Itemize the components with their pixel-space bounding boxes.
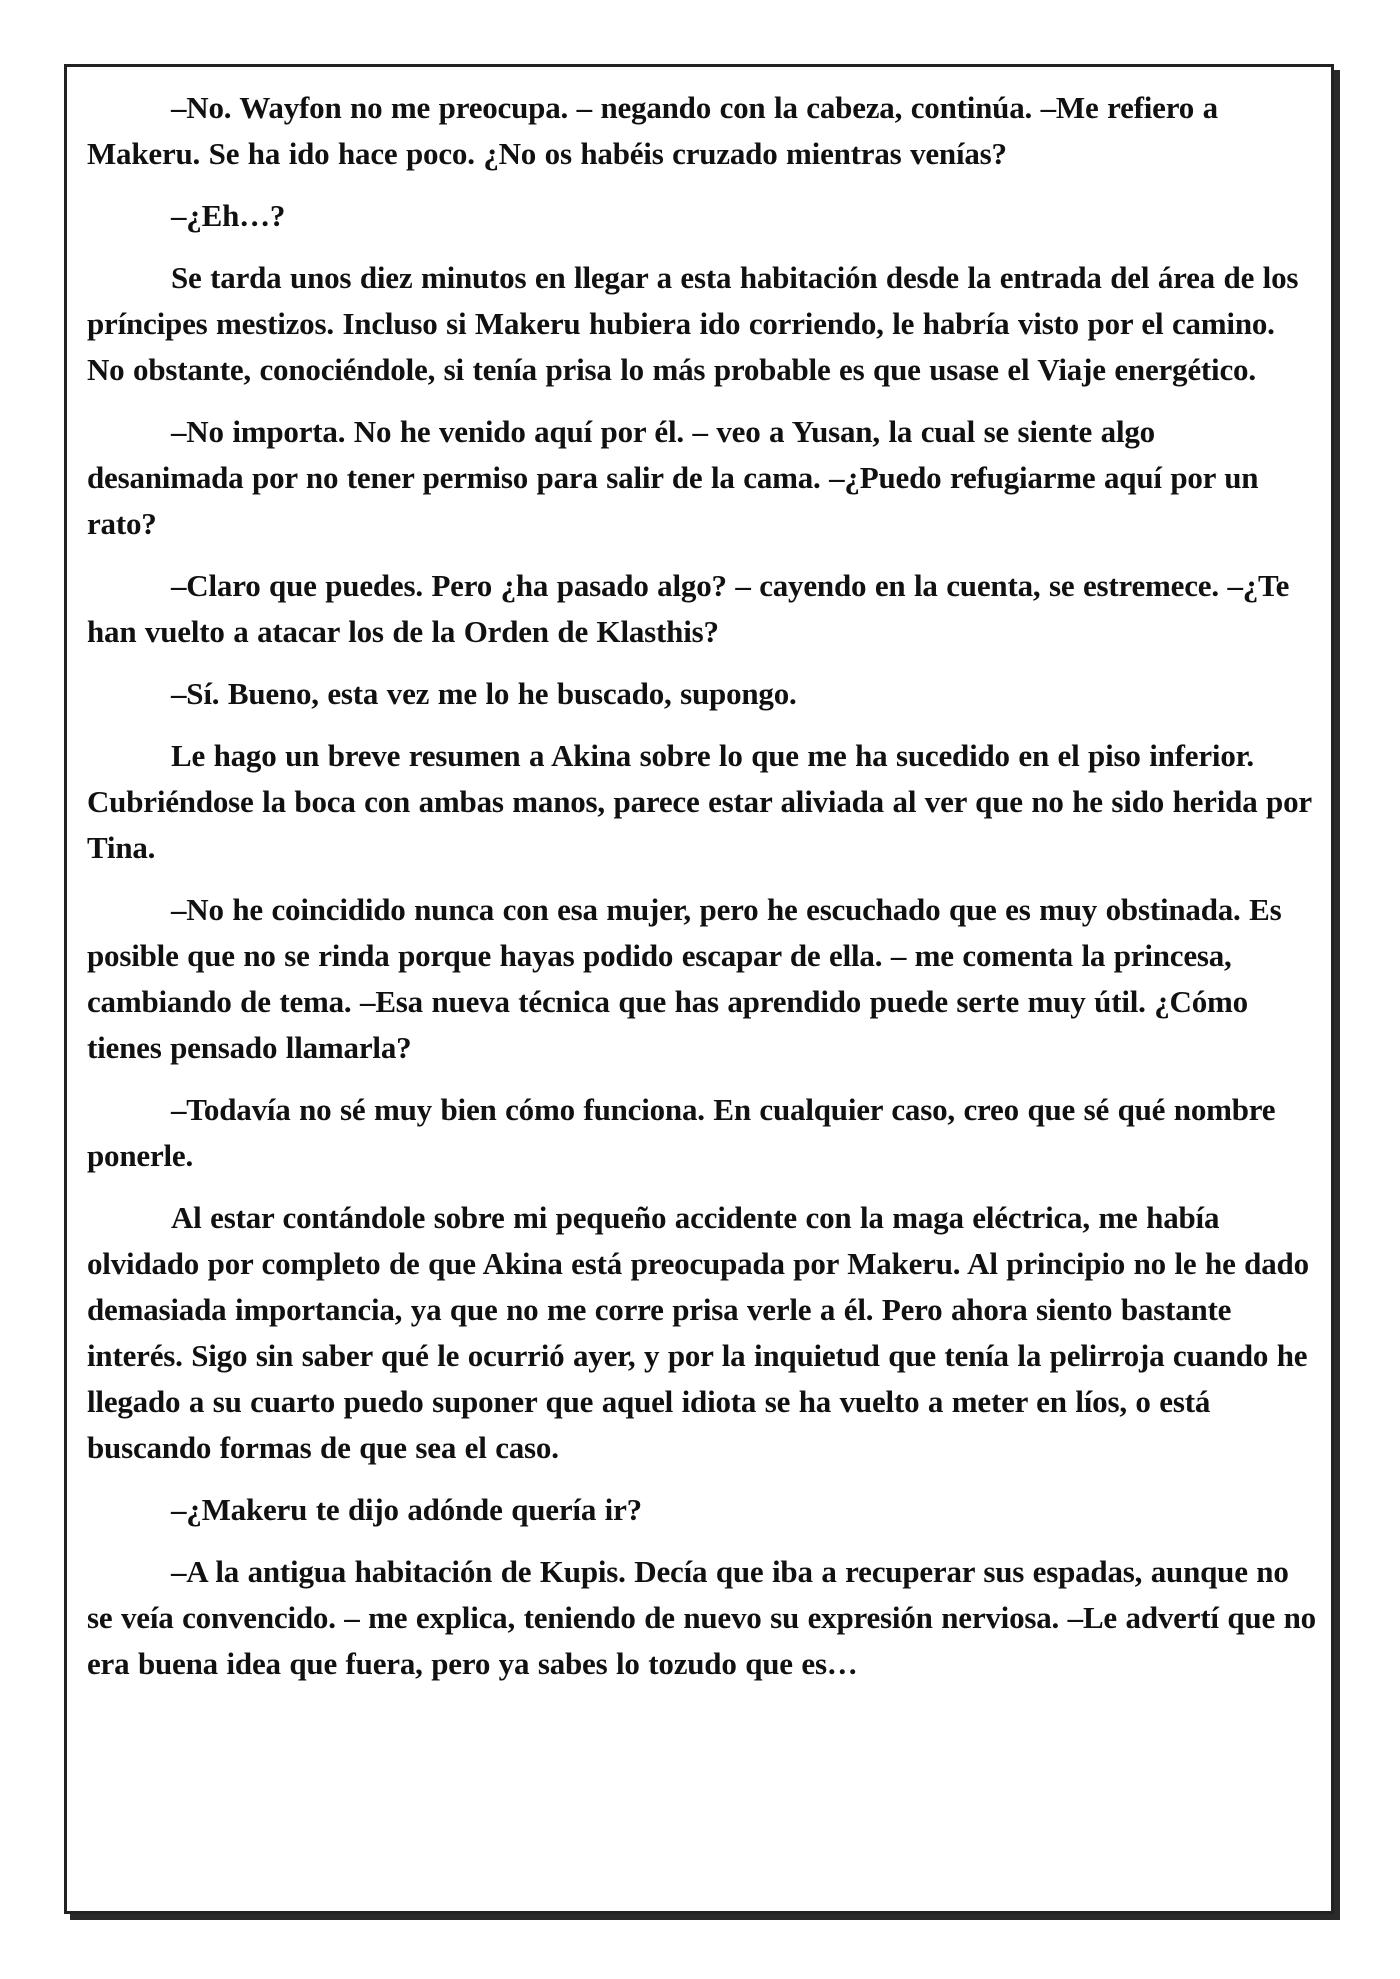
paragraph-3: Se tarda unos diez minutos en llegar a esta habitación desde la entrada del área de los príncipes mestizos. Incluso si Makeru hubiera ido corriendo, le habría visto por el camino. No obstante, conociéndole, si tenía prisa lo más probable es que usase el Viaje energético. <box>87 260 1299 387</box>
paragraph-1: –No. Wayfon no me preocupa. – negando con la cabeza, continúa. –Me refiero a Makeru. Se ha ido hace poco. ¿No os habéis cruzado mientras venías? <box>87 90 1218 171</box>
paragraph-4: –No importa. No he venido aquí por él. – veo a Yusan, la cual se siente algo desanimada por no tener permiso para salir de la cama. –¿Puedo refugiarme aquí por un rato? <box>87 414 1259 541</box>
paragraph-7: Le hago un breve resumen a Akina sobre lo que me ha sucedido en el piso inferior. Cubriéndose la boca con ambas manos, parece estar aliviada al ver que no he sido herida por Tina. <box>87 738 1312 865</box>
paragraph-2: –¿Eh…? <box>171 198 286 233</box>
text-body <box>87 85 1319 1703</box>
paragraph-8: –No he coincidido nunca con esa mujer, pero he escuchado que es muy obstinada. Es posible que no se rinda porque hayas podido escapar de ella. – me comenta la princesa, cambiando de tema. –Esa nueva técnica que has aprendido puede serte muy útil. ¿Cómo tienes pensado llamarla? <box>87 892 1282 1065</box>
paragraph-11: –¿Makeru te dijo adónde quería ir? <box>171 1492 642 1527</box>
paragraph-6: –Sí. Bueno, esta vez me lo he buscado, supongo. <box>171 676 797 711</box>
paragraph-10: Al estar contándole sobre mi pequeño accidente con la maga eléctrica, me había olvidado por completo de que Akina está preocupada por Makeru. Al principio no le he dado demasiada importancia, ya que no me corre prisa verle a él. Pero ahora siento bastante interés. Sigo sin saber qué le ocurrió ayer, y por la inquietud que tenía la pelirroja cuando he llegado a su cuarto puedo suponer que aquel idiota se ha vuelto a meter en líos, o está buscando formas de que sea el caso. <box>87 1200 1309 1465</box>
paragraph-5: –Claro que puedes. Pero ¿ha pasado algo? – cayendo en la cuenta, se estremece. –¿Te han vuelto a atacar los de la Orden de Klasthis? <box>87 568 1290 649</box>
page-frame <box>64 64 1334 1914</box>
paragraph-12: –A la antigua habitación de Kupis. Decía que iba a recuperar sus espadas, aunque no se veía convencido. – me explica, teniendo de nuevo su expresión nerviosa. –Le advertí que no era buena idea que fuera, pero ya sabes lo tozudo que es… <box>87 1554 1316 1681</box>
paragraph-9: –Todavía no sé muy bien cómo funciona. En cualquier caso, creo que sé qué nombre ponerle. <box>87 1092 1276 1173</box>
